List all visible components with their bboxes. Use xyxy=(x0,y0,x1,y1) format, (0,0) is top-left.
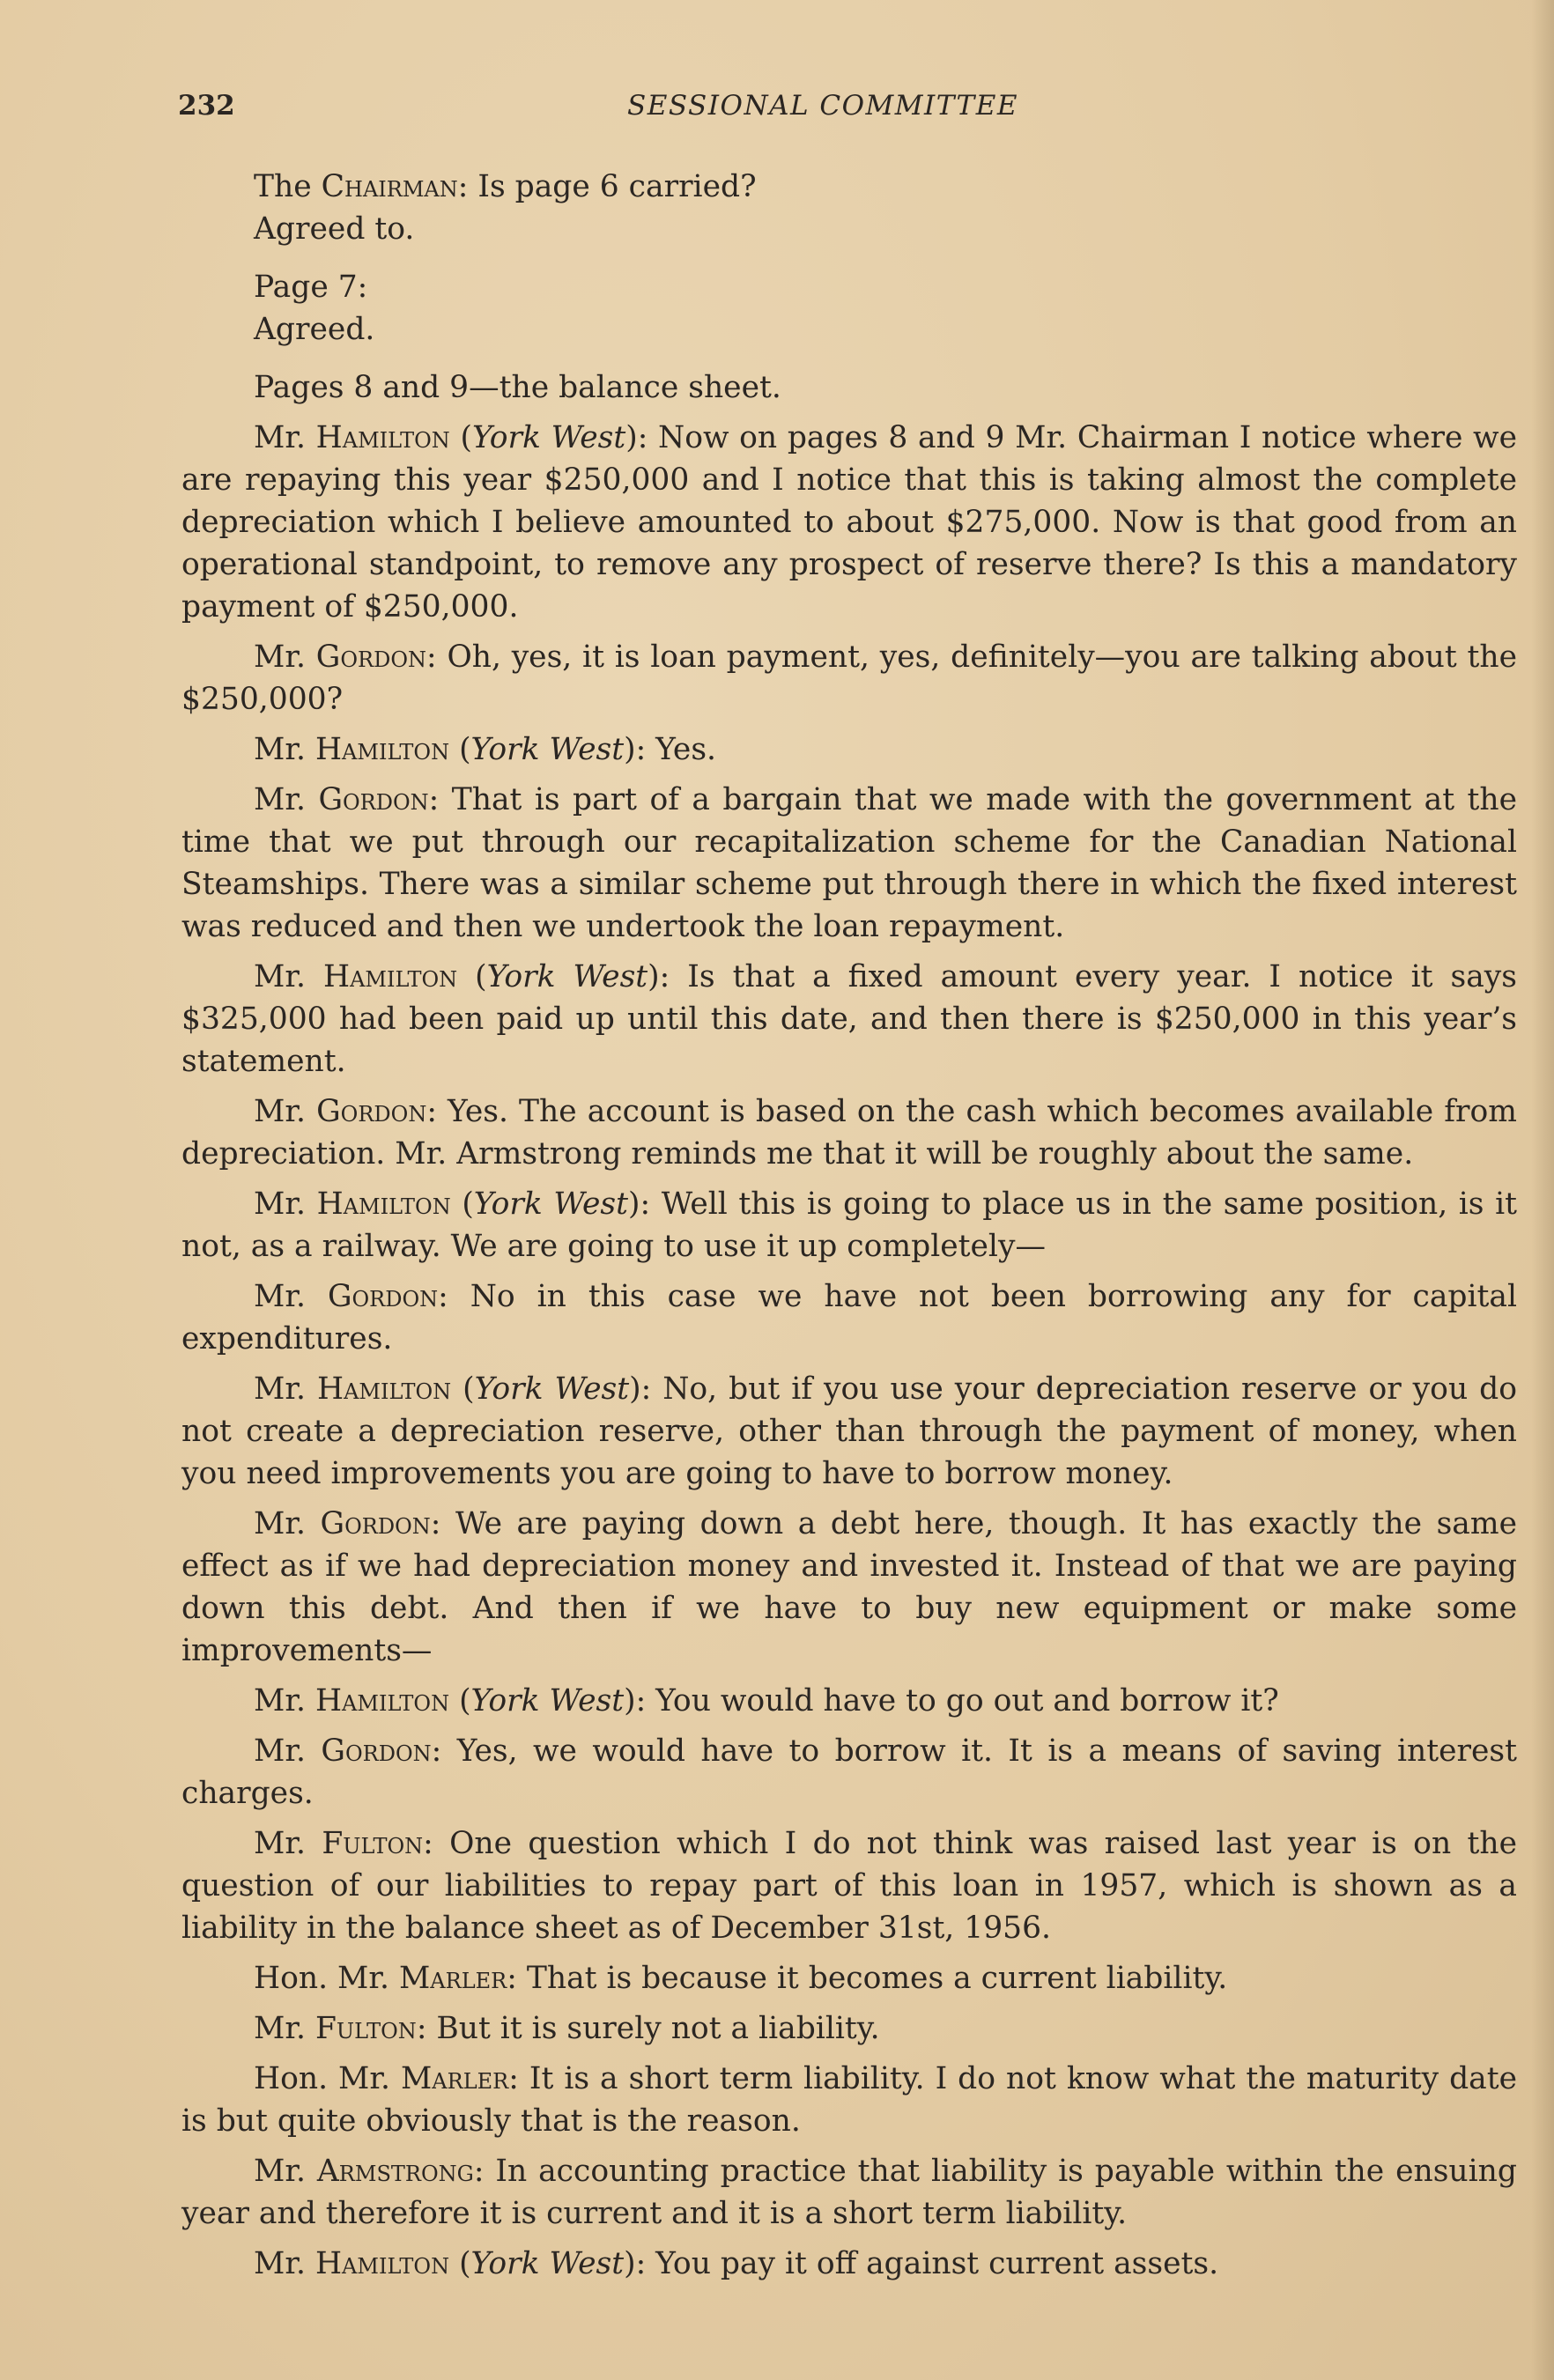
speech-text: It is a short term liability. I do not know what the maturity date is but quite obviously that is the reason. xyxy=(181,2061,1518,2139)
speaker-colon: : xyxy=(438,1279,470,1314)
speaker-riding: York West xyxy=(470,2246,625,2281)
speech-text: Pages 8 and 9—the balance sheet. xyxy=(254,370,781,405)
transcript-paragraph xyxy=(181,2007,1517,2050)
page-number: 232 xyxy=(178,90,235,122)
speech-text: Oh, yes, it is loan payment, yes, definitely—you are talking about the $250,000? xyxy=(181,639,1517,717)
speaker-title: Hon. Mr. xyxy=(254,1961,399,1996)
transcript-paragraph: Mr. Hamilton (York West): Now on pages 8 and 9 Mr. Chairman I notice where we are repaying this year $250,000 and I notice that this is taking almost the complete depreciation which I believe amounted to about $275,000. Now is that good from an operational standpoint, to remove any prospect of reserve there? Is this a mandatory payment of $250,000. xyxy=(181,420,1518,625)
transcript-paragraph xyxy=(181,208,1517,250)
speaker-colon: : xyxy=(431,1733,457,1769)
speaker-name: Marler xyxy=(400,2061,509,2096)
transcript-paragraph xyxy=(181,1730,1517,1815)
speaker-riding: York West xyxy=(470,732,625,767)
speaker-title: Mr. xyxy=(254,1506,321,1541)
transcript-paragraph xyxy=(181,2150,1517,2235)
speaker-riding: York West xyxy=(473,1186,628,1222)
speaker-colon: : xyxy=(416,2011,437,2046)
speaker-name: Chairman xyxy=(321,169,458,204)
page-header xyxy=(178,90,1543,130)
speech-text: Yes. The account is based on the cash which becomes available from depreciation. Mr. Armstrong reminds me that it will be roughly about the same. xyxy=(181,1094,1518,1172)
speech-text: Yes. xyxy=(655,732,717,767)
speaker-colon: : xyxy=(423,1826,450,1861)
speaker-name: Gordon xyxy=(318,782,429,817)
speaker-riding: York West xyxy=(471,420,626,455)
speaker-colon: : xyxy=(507,1961,527,1996)
speech-text: No in this case we have not been borrowing any for capital expenditures. xyxy=(181,1279,1517,1356)
speaker-name: Gordon xyxy=(321,1733,432,1769)
speaker-name: Hamilton xyxy=(314,2246,450,2281)
running-head: SESSIONAL COMMITTEE xyxy=(627,90,1018,122)
speech-text: You would have to go out and borrow it? xyxy=(655,1683,1279,1718)
speech-text: Agreed to. xyxy=(254,211,415,247)
speaker-colon: : xyxy=(457,169,478,204)
speech-text: You pay it off against current assets. xyxy=(655,2246,1219,2281)
transcript-paragraph: Mr. Hamilton (York West): You pay it off against current assets. xyxy=(254,2246,1219,2281)
speaker-title: Mr. xyxy=(254,2246,315,2281)
transcript-paragraph xyxy=(181,2058,1517,2142)
speaker-title: Mr. xyxy=(254,420,316,455)
transcript-paragraph xyxy=(181,166,1517,208)
speaker-title: The xyxy=(254,169,322,204)
speaker-riding: York West xyxy=(470,1683,625,1718)
speaker-title: Mr. xyxy=(254,2011,315,2046)
transcript-paragraph xyxy=(181,1275,1517,1360)
speech-text: That is because it becomes a current liability. xyxy=(526,1961,1228,1996)
speech-text: Now on pages 8 and 9 Mr. Chairman I notice where we are repaying this year $250,000 and I notice that this is taking almost the complete depreciation which I believe amounted to about $275,000. Now is that good from an operational standpoint, to remove any prospect of reserve there? Is this a mandatory payment of $250,000. xyxy=(181,420,1518,625)
speaker-title: Mr. xyxy=(254,782,319,817)
speaker-name: Hamilton xyxy=(316,1186,451,1222)
speaker-title: Mr. xyxy=(254,1371,317,1407)
speaker-colon: : xyxy=(637,420,658,455)
speech-text: Yes, we would have to borrow it. It is a means of saving interest charges. xyxy=(181,1733,1517,1811)
speaker-name: Hamilton xyxy=(323,959,458,994)
transcript-paragraph xyxy=(181,636,1517,721)
speech-text: In accounting practice that liability is payable within the ensuing year and therefore it is current and it is a short term liability. xyxy=(181,2154,1517,2231)
speaker-title: Mr. xyxy=(254,1683,315,1718)
page-edge-shadow xyxy=(1531,0,1554,2380)
transcript-paragraph: Mr. Hamilton (York West): You would have to go out and borrow it? xyxy=(254,1683,1279,1718)
transcript-paragraph xyxy=(181,1822,1517,1949)
speaker-riding: York West xyxy=(486,959,648,994)
speaker-colon: : xyxy=(430,1506,455,1541)
speaker-colon: : xyxy=(640,1371,663,1407)
transcript-paragraph: Mr. Hamilton (York West): Well this is going to place us in the same position, is it not, as a railway. We are going to use it up completely— xyxy=(181,1186,1517,1264)
transcript-paragraph xyxy=(181,1503,1517,1672)
speaker-name: Gordon xyxy=(316,1094,427,1129)
speaker-title: Mr. xyxy=(254,959,323,994)
transcript-paragraph: Mr. Hamilton (York West): Yes. xyxy=(254,732,717,767)
speaker-name: Hamilton xyxy=(314,732,450,767)
speaker-name: Fulton xyxy=(314,2011,417,2046)
speaker-colon: : xyxy=(635,1683,656,1718)
transcript-body xyxy=(181,166,1517,2293)
speaker-title: Mr. xyxy=(254,1733,322,1769)
speaker-title: Mr. xyxy=(254,1279,328,1314)
speaker-colon: : xyxy=(428,782,452,817)
speaker-name: Armstrong xyxy=(316,2154,474,2189)
speaker-colon: : xyxy=(635,2246,656,2281)
speaker-title: Mr. xyxy=(254,639,316,675)
transcript-paragraph: Mr. Hamilton (York West): No, but if you use your depreciation reserve or you do not create a depreciation reserve, other than through the payment of money, when you need improvements you are going to have to borrow money. xyxy=(181,1371,1517,1491)
speaker-title: Mr. xyxy=(254,1186,317,1222)
speaker-title: Hon. Mr. xyxy=(254,2061,401,2096)
speaker-colon: : xyxy=(659,959,688,994)
speech-text: But it is surely not a liability. xyxy=(436,2011,880,2046)
speech-text: Is page 6 carried? xyxy=(477,169,757,204)
speaker-name: Gordon xyxy=(315,639,427,675)
speaker-colon: : xyxy=(426,1094,448,1129)
transcript-paragraph xyxy=(181,1957,1517,1999)
speech-text: No, but if you use your depreciation reserve or you do not create a depreciation reserve, other than through the payment of money, when you need improvements you are going to have to borrow money. xyxy=(181,1371,1517,1491)
speaker-name: Hamilton xyxy=(314,1683,450,1718)
speaker-name: Marler xyxy=(398,1961,507,1996)
transcript-paragraph xyxy=(181,366,1517,409)
speaker-colon: : xyxy=(473,2154,496,2189)
speaker-name: Fulton xyxy=(322,1826,424,1861)
speaker-title: Mr. xyxy=(254,2154,317,2189)
speech-text: That is part of a bargain that we made with the government at the time that we put through our recapitalization scheme for the Canadian National Steamships. There was a similar scheme put through there in which the fixed interest was reduced and then we undertook the loan repayment. xyxy=(181,782,1517,944)
speaker-colon: : xyxy=(640,1186,662,1222)
speaker-colon: : xyxy=(635,732,656,767)
transcript-paragraph: Mr. Hamilton (York West): Is that a fixed amount every year. I notice it says $325,000 had been paid up until this date, and then there is $250,000 in this year’s statement. xyxy=(181,959,1518,1079)
speaker-name: Hamilton xyxy=(316,1371,452,1407)
transcript-paragraph xyxy=(181,308,1517,351)
speaker-title: Mr. xyxy=(254,1826,322,1861)
speaker-riding: York West xyxy=(474,1371,630,1407)
transcript-paragraph xyxy=(181,1090,1517,1175)
speech-text: One question which I do not think was raised last year is on the question of our liabilities to repay part of this loan in 1957, which is shown as a liability in the balance sheet as of December 31st, 1956. xyxy=(181,1826,1517,1946)
speaker-title: Mr. xyxy=(254,1094,317,1129)
speech-text: Well this is going to place us in the same position, is it not, as a railway. We are going to use it up completely— xyxy=(181,1186,1517,1264)
speaker-name: Gordon xyxy=(327,1279,439,1314)
speech-text: Agreed. xyxy=(254,312,375,347)
speech-text: We are paying down a debt here, though. It has exactly the same effect as if we had depreciation money and invested it. Instead of that we are paying down this debt. And then if we have to buy new equipment or make some improvements— xyxy=(181,1506,1517,1668)
speaker-colon: : xyxy=(426,639,448,675)
speech-text: Is that a fixed amount every year. I notice it says $325,000 had been paid up until this date, and then there is $250,000 in this year’s statement. xyxy=(181,959,1518,1079)
transcript-paragraph xyxy=(181,779,1517,948)
speaker-name: Gordon xyxy=(320,1506,431,1541)
speech-text: Page 7: xyxy=(254,270,368,305)
transcript-paragraph xyxy=(181,266,1517,308)
speaker-title: Mr. xyxy=(254,732,315,767)
speaker-colon: : xyxy=(508,2061,529,2096)
speaker-name: Hamilton xyxy=(315,420,450,455)
